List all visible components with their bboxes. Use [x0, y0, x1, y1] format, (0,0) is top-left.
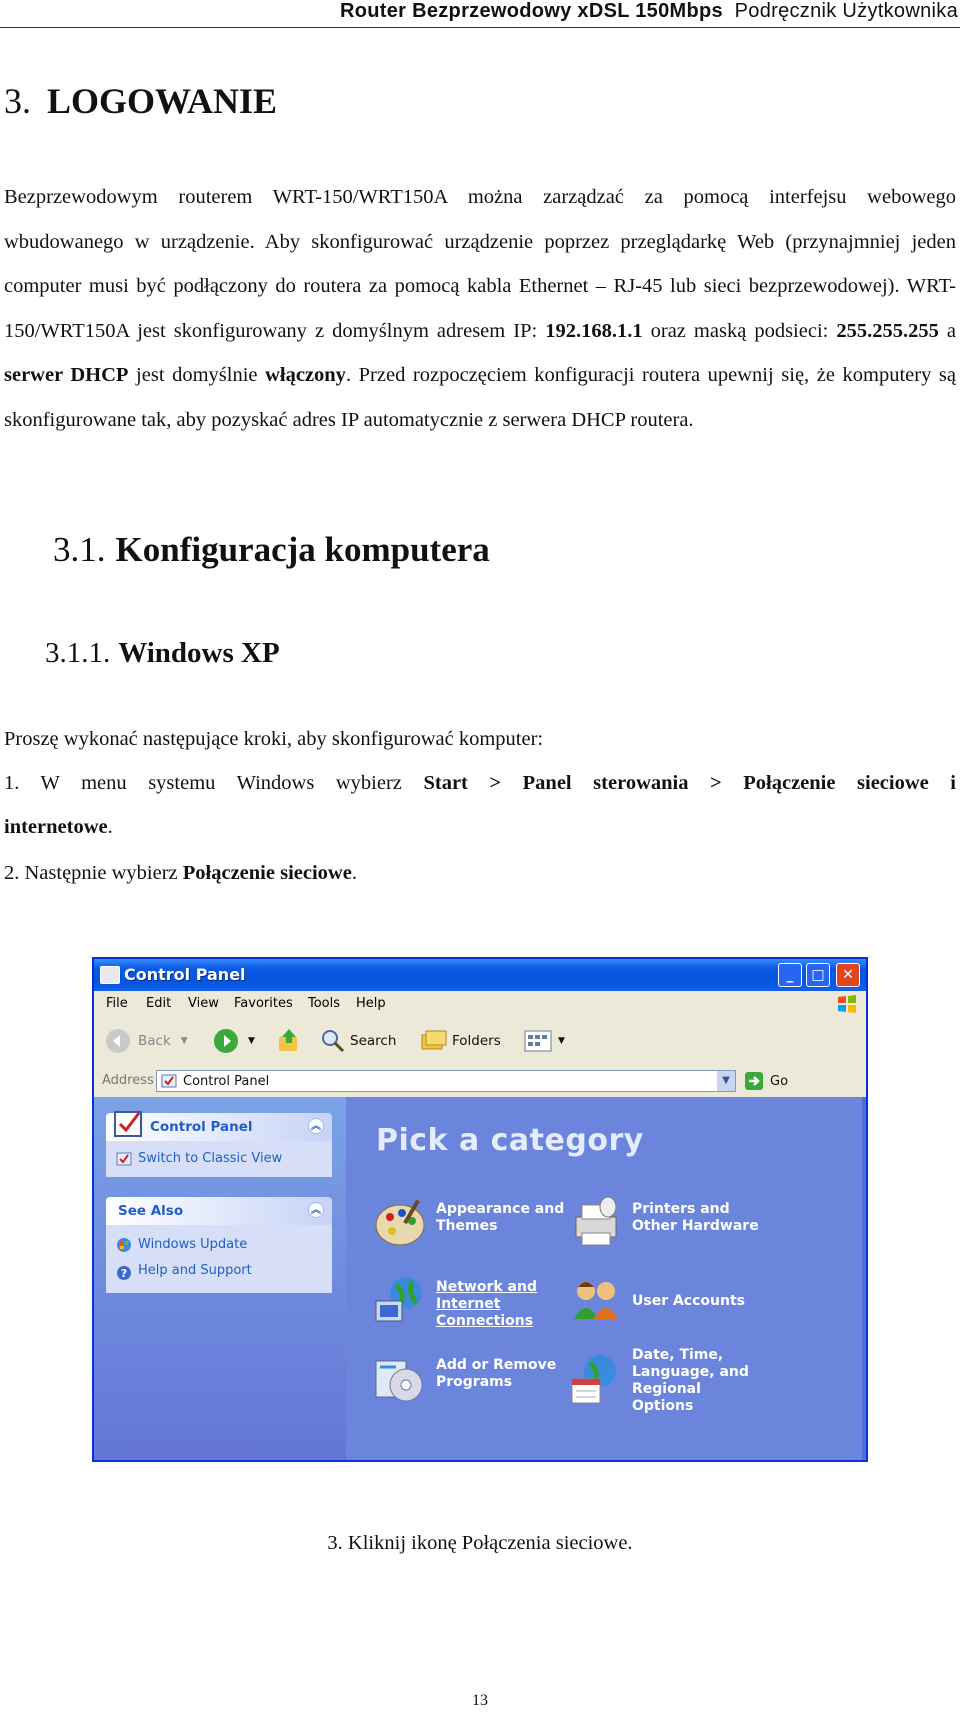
control-panel-screenshot — [92, 957, 868, 1462]
windows-update-icon — [116, 1237, 132, 1253]
forward-arrow-icon — [212, 1027, 240, 1055]
address-label: Address — [102, 1073, 154, 1088]
menu-view[interactable]: View — [188, 996, 219, 1011]
menu-favorites[interactable]: Favorites — [234, 996, 293, 1011]
subsubsection-heading: 3.1.1. Windows XP — [45, 637, 280, 669]
page-number: 13 — [472, 1692, 488, 1709]
switch-to-classic-view-link[interactable]: Switch to Classic View — [138, 1151, 283, 1166]
pick-a-category-heading: Pick a category — [376, 1123, 644, 1158]
control-panel-icon — [112, 1107, 146, 1141]
menu-edit[interactable]: Edit — [146, 996, 172, 1011]
up-folder-button[interactable] — [276, 1027, 302, 1055]
window-right-edge — [862, 1097, 866, 1460]
toolbar — [94, 1017, 866, 1066]
network-globe-icon — [372, 1273, 428, 1329]
windows-flag-icon — [836, 994, 858, 1014]
menu-file[interactable]: File — [106, 996, 128, 1011]
maximize-button[interactable]: □ — [806, 963, 830, 987]
section-heading: 3. LOGOWANIE — [4, 81, 278, 121]
menu-help[interactable]: Help — [356, 996, 386, 1011]
category-add-remove-programs[interactable]: Add or Remove Programs — [372, 1351, 612, 1413]
category-network-internet[interactable]: Network and Internet Connections — [372, 1273, 612, 1335]
views-button[interactable]: ▼ — [524, 1027, 565, 1055]
go-button[interactable]: Go — [744, 1071, 788, 1091]
category-appearance-themes[interactable]: Appearance and Themes — [372, 1195, 612, 1257]
step-2: 2. Następnie wybierz Połączenie sieciowe. — [4, 862, 357, 884]
step-1: 1. W menu systemu Windows wybierz Start > Panel sterowania > Połączenie sieciowe i — [4, 772, 956, 794]
help-and-support-link[interactable]: Help and Support — [138, 1263, 252, 1278]
views-icon — [524, 1030, 554, 1052]
intro-paragraph: Bezprzewodowym routerem WRT-150/WRT150A można zarządzać za pomocą interfejsu webowego wbudowanego w urządzenie. Aby skonfigurować urządzenie poprzez przeglądarkę Web (przynajmniej jeden computer musi być podłączony do routera za pomocą kabla Ethernet – RJ-45 lub sieci bezprzewodowej). WRT-150/WRT150A jest skonfigurowany z domyślnym adresem IP: 192.168.1.1 oraz maską podsieci: 255.255.255 a serwer DHCP jest domyślnie włączony. Przed rozpoczęciem konfiguracji routera upewnij się, że komputery są skonfigurowane tak, aby pozyskać adres IP automatycznie z serwera DHCP routera. — [4, 186, 957, 431]
date-time-globe-icon — [568, 1351, 624, 1407]
window-titlebar — [94, 959, 866, 991]
folders-button[interactable]: Folders — [420, 1027, 501, 1055]
window-title: Control Panel — [124, 965, 246, 984]
collapse-chevron-icon[interactable]: ︽ — [308, 1118, 324, 1134]
control-panel-panel-header[interactable]: Control Panel ︽ — [106, 1113, 332, 1141]
menu-tools[interactable]: Tools — [308, 996, 341, 1011]
instructions-lead: Proszę wykonać następujące kroki, aby skonfigurować komputer: — [4, 728, 544, 750]
collapse-chevron-icon[interactable]: ︽ — [308, 1202, 324, 1218]
close-button[interactable]: ✕ — [836, 963, 860, 987]
menu-bar — [94, 991, 866, 1018]
control-panel-small-icon — [161, 1073, 177, 1089]
help-icon — [116, 1265, 132, 1281]
palette-icon — [372, 1195, 428, 1251]
see-also-panel-header[interactable]: See Also ︽ — [106, 1197, 332, 1225]
back-button[interactable]: Back ▼ — [104, 1027, 188, 1055]
subsection-heading: 3.1. Konfiguracja komputera — [53, 530, 490, 569]
step-1-cont: internetowe. — [4, 816, 113, 838]
go-arrow-icon — [744, 1071, 764, 1091]
control-panel-icon — [100, 966, 120, 984]
header-title: Router Bezprzewodowy xDSL 150Mbps Podręcznik Użytkownika — [339, 0, 958, 22]
address-input[interactable]: Control Panel ▼ — [156, 1070, 736, 1092]
search-button[interactable]: Search — [320, 1027, 396, 1055]
svg-text:?: ? — [120, 1267, 128, 1280]
users-icon — [568, 1273, 624, 1329]
category-view — [346, 1097, 866, 1460]
forward-button[interactable]: ▼ — [212, 1027, 255, 1055]
switch-view-icon — [116, 1151, 132, 1167]
folders-icon — [420, 1029, 448, 1053]
control-panel-panel-body — [106, 1141, 332, 1177]
running-header — [0, 0, 960, 28]
back-arrow-icon — [104, 1027, 132, 1055]
category-date-time-language[interactable]: Date, Time, Language, and Regional Options — [568, 1351, 808, 1413]
address-bar — [94, 1065, 866, 1098]
printer-icon — [568, 1195, 624, 1251]
step-3: 3. Kliknij ikonę Połączenia sieciowe. — [327, 1532, 633, 1554]
category-user-accounts[interactable]: User Accounts — [568, 1273, 808, 1335]
category-printers-hardware[interactable]: Printers and Other Hardware — [568, 1195, 808, 1257]
address-dropdown-icon[interactable]: ▼ — [717, 1071, 735, 1091]
add-remove-programs-icon — [372, 1351, 428, 1407]
search-icon — [320, 1028, 346, 1054]
windows-update-link[interactable]: Windows Update — [138, 1237, 248, 1252]
up-folder-icon — [276, 1027, 302, 1055]
see-also-panel-body — [106, 1225, 332, 1293]
minimize-button[interactable]: _ — [778, 963, 802, 987]
task-pane — [94, 1097, 346, 1460]
